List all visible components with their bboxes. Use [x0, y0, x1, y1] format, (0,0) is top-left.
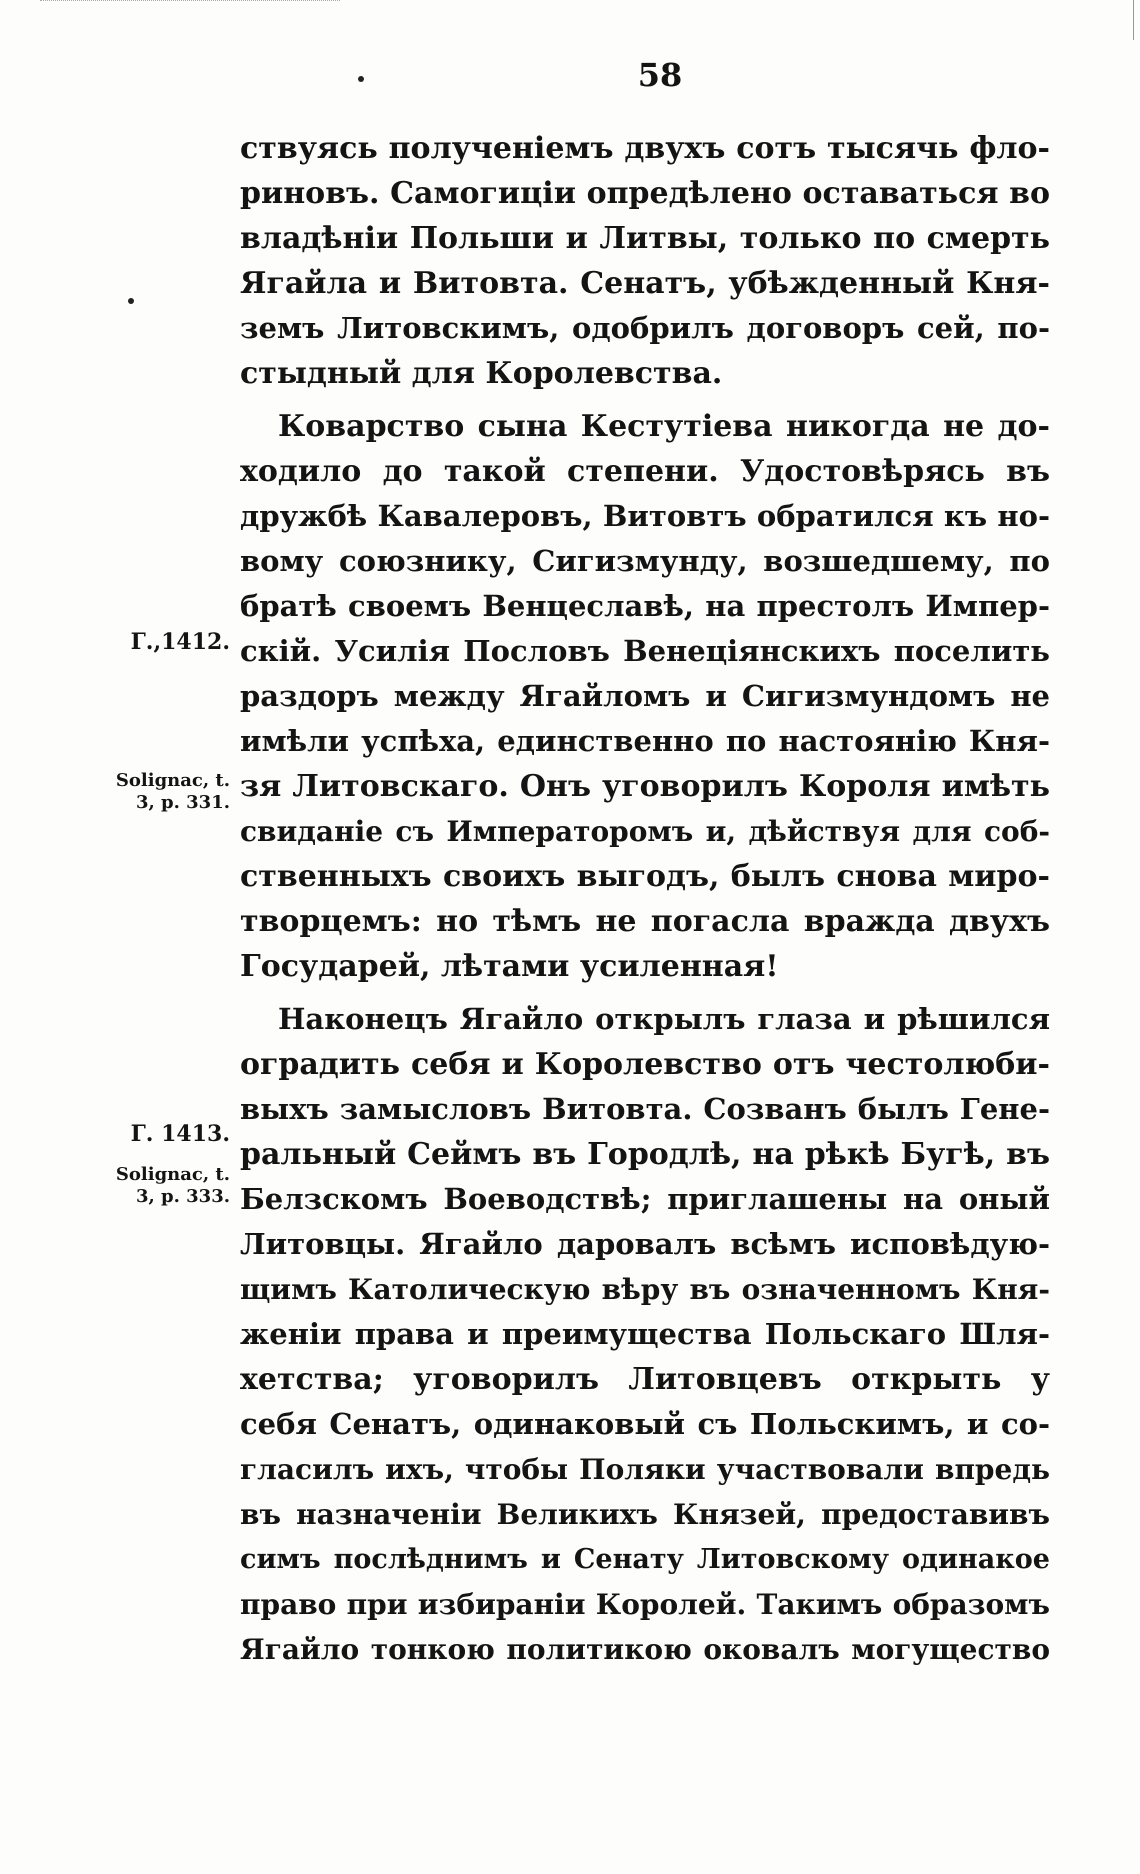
text-line: хетства; уговорилъ Литовцевъ открыть у	[240, 1362, 1050, 1397]
text-line: дружбѣ Кавалеровъ, Витовтъ обратился къ но-	[240, 499, 1050, 533]
text-line: право при избираніи Королей. Такимъ образомъ	[240, 1588, 1050, 1621]
text-line: ственныхъ своихъ выгодъ, былъ снова миро-	[240, 859, 1050, 894]
text-line: Литовцы. Ягайло даровалъ всѣмъ исповѣдую-	[240, 1227, 1050, 1261]
text-line: симъ послѣднимъ и Сенату Литовскому одинакое	[240, 1544, 1050, 1575]
text-line: ральный Сеймъ въ Городлѣ, на рѣкѣ Бугѣ, въ	[240, 1137, 1050, 1172]
text-line: стыдный для Королевства.	[240, 356, 723, 391]
text-line: раздоръ между Ягайломъ и Сигизмундомъ не	[240, 679, 1050, 713]
margin-reference-line: 3, p. 331.	[135, 792, 230, 813]
margin-year-1413: Г. 1413.	[130, 1121, 230, 1147]
stray-mark	[128, 298, 134, 304]
body-text	[240, 126, 1050, 1672]
text-line: имѣли успѣха, единственно по настоянію Кня-	[240, 724, 1050, 758]
text-line: творцемъ: но тѣмъ не погасла вражда двухъ	[240, 904, 1050, 939]
text-line: риновъ. Самогиціи опредѣлено оставаться во	[240, 176, 1050, 211]
top-edge-mark	[40, 0, 340, 7]
text-line: зя Литовскаго. Онъ уговорилъ Короля имѣть	[240, 769, 1050, 804]
margin-year-1412: Г.,1412.	[130, 629, 230, 655]
text-line: оградить себя и Королевство отъ честолюби-	[240, 1047, 1050, 1082]
text-line: себя Сенатъ, одинаковый съ Польскимъ, и со-	[240, 1407, 1050, 1441]
text-line: владѣніи Польши и Литвы, только по смерть	[240, 221, 1050, 256]
margin-reference-line: Solignac, t.	[115, 1164, 230, 1185]
text-line: Белзскомъ Воеводствѣ; приглашены на оный	[240, 1182, 1050, 1216]
text-line: въ назначеніи Великихъ Князей, предоставивъ	[240, 1498, 1050, 1531]
text-line: Наконецъ Ягайло открылъ глаза и рѣшился	[278, 1002, 1050, 1036]
text-line: выхъ замысловъ Витовта. Созванъ былъ Гене-	[240, 1092, 1050, 1126]
text-line: Государей, лѣтами усиленная!	[240, 949, 779, 984]
margin-reference-2	[90, 1164, 230, 1208]
text-line: гласилъ ихъ, чтобы Поляки участвовали впредь	[240, 1453, 1050, 1486]
paragraph	[240, 126, 1050, 396]
margin-reference-line: 3, p. 333.	[135, 1186, 230, 1207]
margin-reference-1	[90, 770, 230, 814]
margin-reference-line: Solignac, t.	[115, 770, 230, 791]
text-line: Коварство сына Кестутіева никогда не до-	[278, 409, 1050, 444]
text-line: свиданіе съ Императоромъ и, дѣйствуя для соб-	[240, 815, 1050, 848]
text-line: Ягайла и Витовта. Сенатъ, убѣжденный Кня-	[240, 266, 1050, 301]
text-line: Ягайло тонкою политикою оковалъ могущество	[240, 1633, 1050, 1666]
paragraph	[240, 997, 1050, 1672]
page-number: 58	[637, 56, 683, 94]
text-line: скій. Усилія Пословъ Венеціянскихъ поселить	[240, 634, 1050, 668]
text-line: братѣ своемъ Венцеславѣ, на престолъ Импер-	[240, 589, 1050, 623]
text-line: ствуясь полученіемъ двухъ сотъ тысячь фло-	[240, 131, 1050, 166]
stray-mark	[358, 76, 364, 82]
right-edge-mark	[1133, 0, 1134, 40]
paragraph	[240, 404, 1050, 989]
text-line: вому союзнику, Сигизмунду, возшедшему, по	[240, 544, 1050, 578]
text-line: земъ Литовскимъ, одобрилъ договоръ сей, по-	[240, 311, 1050, 345]
text-line: щимъ Католическую вѣру въ означенномъ Кня-	[240, 1273, 1050, 1306]
text-line: женіи права и преимущества Польскаго Шля-	[240, 1317, 1050, 1351]
text-line: ходило до такой степени. Удостовѣрясь въ	[240, 454, 1050, 489]
